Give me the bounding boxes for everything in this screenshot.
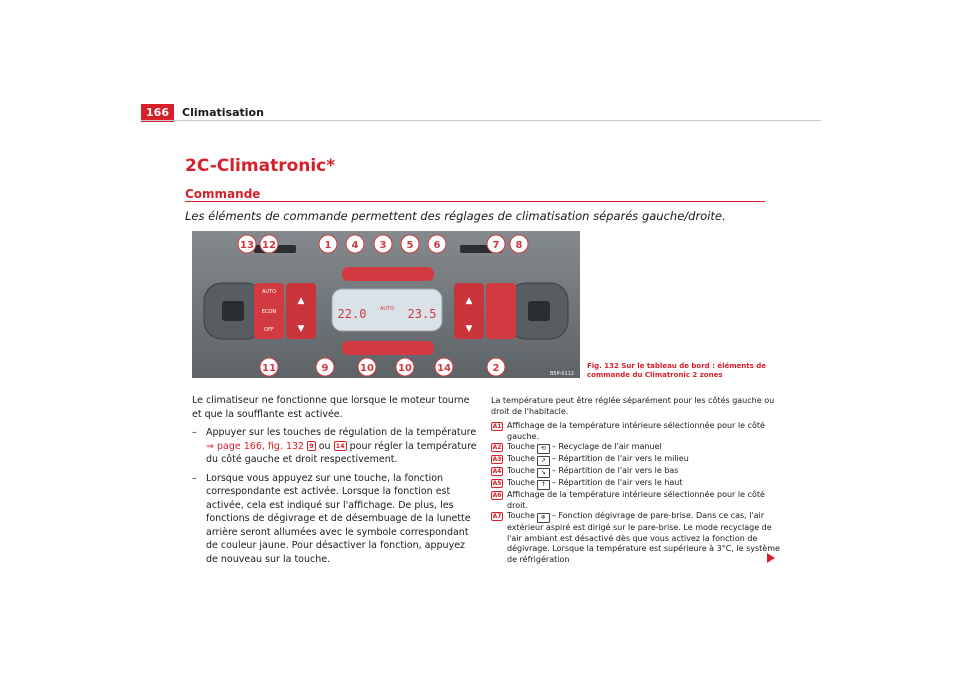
legend-label: A3 xyxy=(492,456,502,463)
right-temp-down-icon: ▼ xyxy=(465,324,473,334)
instruction-item-1 xyxy=(192,426,477,467)
legend-row-a4 xyxy=(491,466,781,478)
legend-label: A1 xyxy=(492,423,502,430)
air-distribution-buttons xyxy=(342,267,434,281)
legend-text: Touche xyxy=(507,478,535,487)
display-mode: AUTO xyxy=(379,306,395,312)
fan-speed-buttons xyxy=(342,341,434,355)
air-down-icon: ↘ xyxy=(537,468,550,478)
legend-label: A4 xyxy=(492,468,502,475)
section-title: 2C-Climatronic* xyxy=(185,156,336,176)
continue-arrow-icon xyxy=(767,553,775,563)
callout-7: 7 xyxy=(492,240,500,251)
instruction-item-2 xyxy=(192,472,477,567)
item1-post: pour régler la température du côté gauche et droit respectivement. xyxy=(206,440,477,465)
callout-badge-9: 9 xyxy=(309,441,314,450)
legend-desc: – Répartition de l'air vers le haut xyxy=(551,478,683,487)
right-intro: La température peut être réglée séparément pour les côtés gauche ou droit de l'habitacle. xyxy=(491,396,775,416)
legend-label: A5 xyxy=(492,480,502,487)
figure-caption: Fig. 132 Sur le tableau de bord : éléments de commande du Climatronic 2 zones xyxy=(587,362,766,379)
dash-marker: – xyxy=(192,472,197,484)
right-column xyxy=(491,396,781,565)
legend-desc: – Répartition de l'air vers le bas xyxy=(551,466,679,475)
air-middle-icon: ↗ xyxy=(537,456,550,466)
right-temp-up-icon: ▲ xyxy=(465,296,473,306)
legend-row-a3 xyxy=(491,454,781,466)
item1-mid: ou xyxy=(318,440,331,452)
legend-label: A7 xyxy=(492,513,502,520)
legend-text: Touche xyxy=(507,511,535,520)
legend-text: Affichage de la température intérieure sélectionnée pour le côté gauche. xyxy=(507,421,765,441)
legend-row-a6 xyxy=(491,490,781,511)
callout-6: 6 xyxy=(433,240,441,251)
legend-row-a5 xyxy=(491,478,781,490)
legend-desc: – Recyclage de l'air manuel xyxy=(551,442,662,451)
air-up-icon: ↑ xyxy=(537,480,550,490)
figure-code: B5P-0112 xyxy=(549,371,574,377)
subsection-rule xyxy=(185,201,765,202)
left-temp-down-icon: ▼ xyxy=(297,324,305,334)
item1-pre: Appuyer sur les touches de régulation de la température xyxy=(206,427,477,438)
dash-marker: – xyxy=(192,427,197,438)
right-function-buttons xyxy=(486,283,516,339)
legend-label: A6 xyxy=(492,492,502,499)
callout-14: 14 xyxy=(437,363,451,374)
left-temperature: 22.0 xyxy=(337,307,367,321)
callout-8: 8 xyxy=(515,240,523,251)
chapter-title: Climatisation xyxy=(182,106,264,119)
callout-11: 11 xyxy=(262,363,276,374)
callout-10a: 10 xyxy=(360,363,374,374)
right-seat-button xyxy=(528,301,550,321)
right-temperature: 23.5 xyxy=(407,307,437,321)
legend-row-a1 xyxy=(491,421,781,442)
defrost-icon: ❄ xyxy=(537,513,550,523)
legend-row-a2 xyxy=(491,442,781,454)
econ-button-label: ECON xyxy=(261,309,277,315)
header-rule xyxy=(141,120,821,121)
auto-button-label: AUTO xyxy=(261,289,277,295)
intro-text: Les éléments de commande permettent des réglages de climatisation séparés gauche/droite. xyxy=(185,209,726,223)
legend-label: A2 xyxy=(492,444,502,451)
off-button-label: OFF xyxy=(264,327,274,333)
legend-desc: – Répartition de l'air vers le milieu xyxy=(551,454,689,463)
callout-3: 3 xyxy=(379,240,387,251)
legend-text: Touche xyxy=(507,466,535,475)
legend-desc: – Fonction dégivrage de pare-brise. Dans ce cas, l'air extérieur aspiré est dirigé sur le pare-brise. Le mode recyclage de l'air ambiant est désactivé dès que vous activez la fonction de dégivrage. Lorsque la température est supérieure à 3°C, le système de réfrigération xyxy=(507,511,780,564)
left-seat-button xyxy=(222,301,244,321)
recirculation-icon: ⟲ xyxy=(537,444,550,454)
legend-text: Touche xyxy=(507,454,535,463)
left-temp-up-icon: ▲ xyxy=(297,296,305,306)
item2-text: Lorsque vous appuyez sur une touche, la fonction correspondante est activée. Lorsque la fonction est activée, cela est indiqué sur l'affichage. De plus, les fonctions de dégivrage et de désembuage de la lunette arrière seront allumées avec le symbole correspondant de couleur jaune. Pour désactiver la fonction, appuyez de nouveau sur la touche. xyxy=(206,472,471,565)
callout-5: 5 xyxy=(406,240,414,251)
legend-row-a7 xyxy=(491,511,781,565)
callout-4: 4 xyxy=(351,240,359,251)
page-number: 166 xyxy=(141,104,174,122)
callout-1: 1 xyxy=(324,240,332,251)
page-reference-link[interactable]: ⇒ page 166, fig. 132 xyxy=(206,440,305,452)
climatronic-figure xyxy=(192,231,580,378)
callout-9: 9 xyxy=(321,363,329,374)
legend-text: Touche xyxy=(507,442,535,451)
left-column xyxy=(192,394,477,571)
callout-13: 13 xyxy=(240,240,254,251)
left-para-1: Le climatiseur ne fonctionne que lorsque le moteur tourne et que la soufflante est activée. xyxy=(192,395,470,420)
subsection-title: Commande xyxy=(185,187,261,201)
callout-12: 12 xyxy=(262,240,276,251)
callout-10b: 10 xyxy=(398,363,412,374)
callout-2: 2 xyxy=(492,363,500,374)
callout-badge-14: 14 xyxy=(335,441,345,450)
legend-text: Affichage de la température intérieure sélectionnée pour le côté droit. xyxy=(507,490,765,510)
